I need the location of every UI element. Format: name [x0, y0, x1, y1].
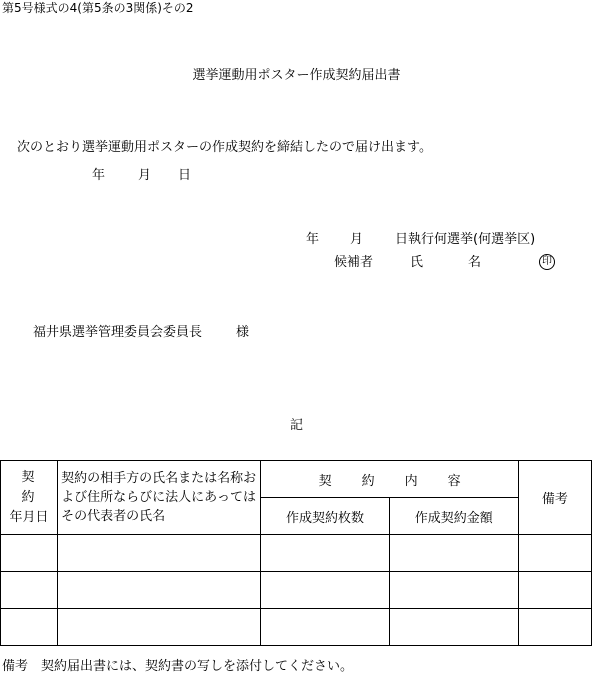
header-sheet-count: 作成契約枚数 [261, 498, 389, 535]
header-contract-date-line1: 契約 [21, 469, 47, 505]
election-month-label: 月 [350, 232, 364, 247]
table-header-row [1, 461, 592, 498]
table-row [1, 609, 592, 646]
header-remarks: 備考 [518, 461, 591, 535]
cell-date[interactable] [1, 572, 58, 609]
cell-date[interactable] [1, 609, 58, 646]
seal-mark: 印 [539, 254, 555, 270]
cell-party[interactable] [58, 535, 261, 572]
addressee-name: 福井県選挙管理委員会委員長 [33, 325, 203, 340]
election-description: 日執行何選挙(何選挙区) [395, 232, 536, 247]
addressee-honorific: 様 [236, 325, 250, 340]
header-contract-party: 契約の相手方の氏名または名称および住所ならびに法人にあってはその代表者の氏名 [58, 461, 261, 535]
date-day-label: 日 [178, 168, 192, 183]
date-month-label: 月 [138, 168, 152, 183]
header-contract-date [1, 461, 58, 535]
table-row [1, 535, 592, 572]
header-contract-date-line2: 年月日 [9, 509, 49, 525]
contract-table [0, 460, 592, 646]
cell-count[interactable] [261, 535, 389, 572]
cell-amount[interactable] [389, 535, 518, 572]
document-title: 選挙運動用ポスター作成契約届出書 [192, 68, 401, 83]
cell-count[interactable] [261, 609, 389, 646]
candidate-label: 候補者 [334, 255, 374, 270]
cell-amount[interactable] [389, 572, 518, 609]
header-contract-content: 契約内容 [261, 461, 518, 498]
cell-party[interactable] [58, 609, 261, 646]
cell-remarks[interactable] [518, 535, 591, 572]
header-contract-amount: 作成契約金額 [389, 498, 518, 535]
footnote: 備考 契約届出書には、契約書の写しを添付してください。 [2, 659, 354, 674]
statement-text: 次のとおり選挙運動用ポスターの作成契約を締結したので届け出ます。 [17, 140, 432, 155]
form-number: 第5号様式の4(第5条の3関係)その2 [2, 1, 194, 15]
candidate-name-label: 名 [468, 255, 482, 270]
cell-remarks[interactable] [518, 609, 591, 646]
candidate-surname-label: 氏 [410, 255, 424, 270]
cell-date[interactable] [1, 535, 58, 572]
election-year-label: 年 [306, 232, 320, 247]
table-row [1, 572, 592, 609]
cell-party[interactable] [58, 572, 261, 609]
cell-amount[interactable] [389, 609, 518, 646]
cell-remarks[interactable] [518, 572, 591, 609]
date-year-label: 年 [92, 168, 106, 183]
cell-count[interactable] [261, 572, 389, 609]
ki-heading: 記 [289, 418, 303, 433]
